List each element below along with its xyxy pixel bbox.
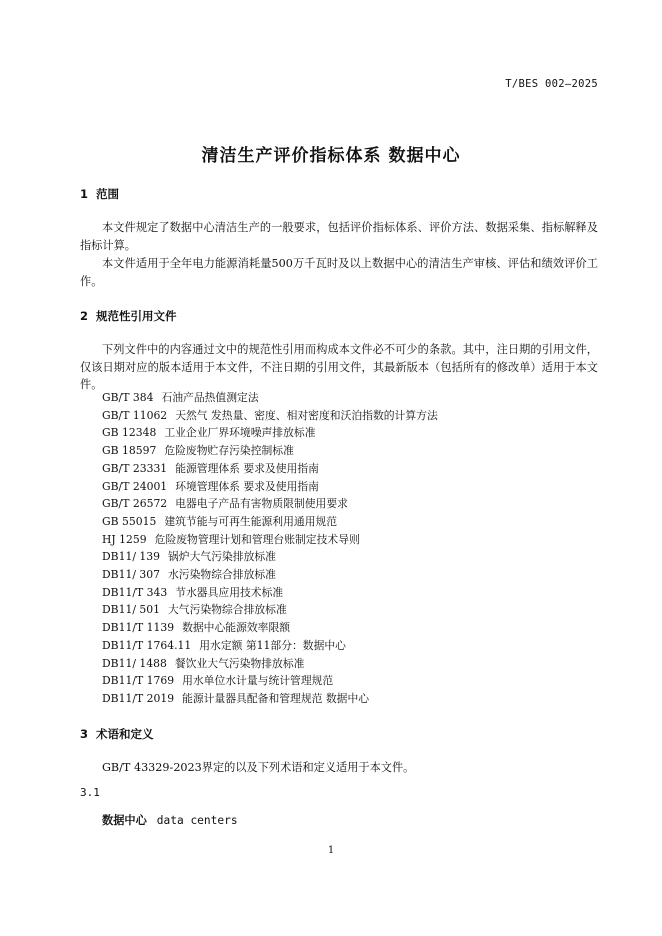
term-entry (102, 812, 238, 828)
reference-item: DB11/ 1488 餐饮业大气污染物排放标准 (102, 656, 305, 670)
section-number: 1 (80, 187, 89, 201)
section-title: 规范性引用文件 (96, 309, 177, 323)
reference-item: DB11/ 501 大气污染物综合排放标准 (102, 603, 287, 617)
reference-item: GB 18597 危险废物贮存污染控制标准 (102, 444, 294, 458)
reference-item: DB11/ 139 锅炉大气污染排放标准 (102, 550, 276, 564)
term-english: data centers (156, 814, 238, 827)
section-3-intro: GB/T 43329-2023界定的以及下列术语和定义适用于本文件。 (102, 761, 415, 774)
reference-item: DB11/T 1139 数据中心能源效率限额 (102, 621, 291, 635)
section-number: 2 (80, 309, 89, 323)
section-1-paragraph-1: 本文件规定了数据中心清洁生产的一般要求，包括评价指标体系、评价方法、数据采集、指标解释及指标计算。 (80, 221, 598, 252)
reference-item: DB11/T 1769 用水单位水计量与统计管理规范 (102, 674, 334, 688)
reference-item: GB 55015 建筑节能与可再生能源利用通用规范 (102, 514, 338, 528)
reference-item: DB11/T 343 节水器具应用技术标准 (102, 585, 284, 599)
reference-item: GB/T 384 石油产品热值测定法 (102, 391, 259, 404)
reference-item: GB/T 23331 能源管理体系 要求及使用指南 (102, 461, 319, 475)
document-title: 清洁生产评价指标体系 数据中心 (201, 146, 461, 166)
section-1-paragraph-2: 本文件适用于全年电力能源消耗量500万千瓦时及以上数据中心的清洁生产审核、评估和绩效评价工作。 (80, 257, 598, 288)
section-2-intro: 下列文件中的内容通过文中的规范性引用而构成本文件必不可少的条款。其中，注日期的引用文件，仅该日期对应的版本适用于本文件，不注日期的引用文件，其最新版本（包括所有的修改单）适用于本文件。 (80, 343, 598, 391)
term-chinese: 数据中心 (102, 814, 147, 827)
document-code: T/BES 002—2025 (505, 78, 598, 90)
section-2-heading (80, 308, 177, 324)
section-title: 范围 (96, 187, 119, 201)
reference-item: DB11/T 2019 能源计量器具配备和管理规范 数据中心 (102, 691, 370, 705)
reference-item: GB/T 26572 电器电子产品有害物质限制使用要求 (102, 497, 348, 511)
reference-item: GB/T 11062 天然气 发热量、密度、相对密度和沃泊指数的计算方法 (102, 408, 438, 422)
reference-item: HJ 1259 危险废物管理计划和管理台账制定技术导则 (102, 532, 360, 546)
reference-item: GB 12348 工业企业厂界环境噪声排放标准 (102, 426, 316, 440)
section-1-heading (80, 186, 119, 202)
reference-item: GB/T 24001 环境管理体系 要求及使用指南 (102, 479, 319, 493)
section-number: 3 (80, 727, 89, 741)
section-title: 术语和定义 (96, 727, 154, 741)
reference-item: DB11/T 1764.11 用水定额 第11部分：数据中心 (102, 638, 346, 652)
subsection-number: 3.1 (80, 786, 100, 799)
page-number: 1 (327, 845, 335, 856)
reference-item: DB11/ 307 水污染物综合排放标准 (102, 568, 276, 582)
normative-references-list (102, 389, 438, 708)
section-3-heading (80, 726, 154, 742)
